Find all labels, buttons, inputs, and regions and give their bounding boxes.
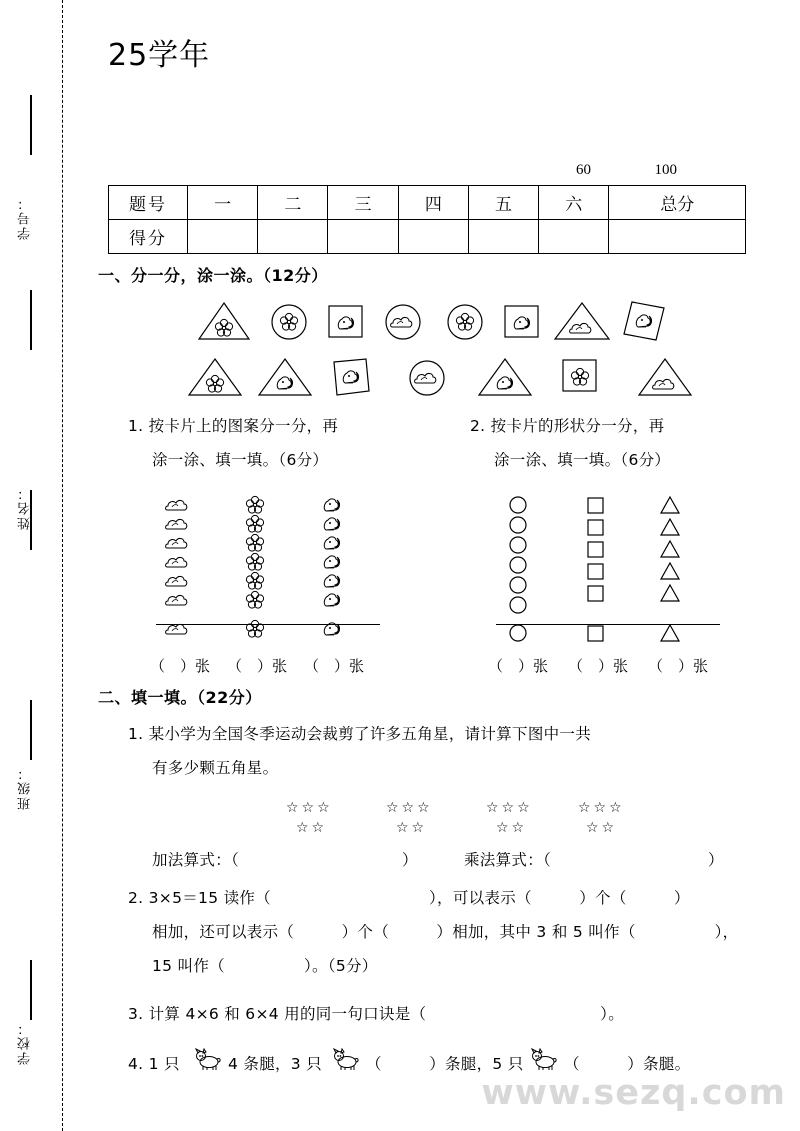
side-label-seat: 学号：	[18, 195, 33, 240]
card-circle-flower-2	[444, 302, 488, 342]
score-top-numbers	[576, 162, 677, 179]
page-title: 25学年	[108, 38, 211, 73]
section2-q1-line1: 1. 某小学为全国冬季运动会裁剪了许多五角星，请计算下图中一共	[128, 725, 592, 743]
score-table-header-5: 五	[468, 186, 538, 220]
section2-q4-mid3[interactable]: （ ）条腿。	[564, 1055, 691, 1073]
side-label-class: 班级：	[18, 765, 33, 810]
card-triangle-cloud	[552, 300, 612, 342]
score-table-row-label: 得分	[109, 220, 188, 254]
table-row-scores	[109, 220, 746, 254]
pictogram-q1-baseline	[156, 624, 380, 625]
section2-q3-line1[interactable]: 3. 计算 4×6 和 6×4 用的同一句口诀是（ ）。	[128, 1005, 624, 1023]
dog-icon-3	[528, 1046, 564, 1076]
section2-q2-line2[interactable]: 相加，还可以表示（ ）个（ ）相加，其中 3 和 5 叫作（ ），	[152, 923, 739, 941]
star-group-4-top: ☆☆☆	[578, 800, 625, 816]
card-triangle-squirrel	[256, 356, 314, 398]
section2-q4-pre: 4. 1 只	[128, 1055, 180, 1073]
card-triangle-flower-2	[186, 356, 244, 398]
q1-col2-count-label[interactable]: （ ）张	[227, 657, 288, 675]
side-tick-2	[30, 290, 32, 350]
score-table-header-4: 四	[398, 186, 468, 220]
score-cell-5[interactable]	[468, 220, 538, 254]
side-tick-5	[30, 960, 32, 1020]
side-label-school: 学校：	[18, 1020, 33, 1065]
multiplication-expression-label[interactable]: 乘法算式：（	[464, 851, 552, 869]
section1-q2-line1: 2. 按卡片的形状分一分，再	[470, 417, 665, 435]
watermark: www.sezq.com	[481, 1073, 786, 1113]
card-square-squirrel-3	[620, 298, 668, 344]
star-group-1-bottom: ☆☆	[296, 820, 328, 836]
card-square-flower	[560, 357, 600, 395]
side-tick-1	[30, 95, 32, 155]
section2-q4-mid2[interactable]: （ ）条腿，5 只	[366, 1055, 524, 1073]
section2-q2-line1[interactable]: 2. 3×5＝15 读作（ ），可以表示（ ）个（ ）	[128, 889, 690, 907]
side-tick-4	[30, 700, 32, 760]
star-group-2-top: ☆☆☆	[386, 800, 433, 816]
score-number-100: 100	[654, 162, 677, 178]
section1-q1-line1: 1. 按卡片上的图案分一分，再	[128, 417, 339, 435]
addition-expression-label[interactable]: 加法算式：（	[152, 851, 240, 869]
score-cell-2[interactable]	[258, 220, 328, 254]
card-circle-flower	[268, 302, 312, 342]
score-table-header-2: 二	[258, 186, 328, 220]
side-label-name: 姓名：	[18, 485, 33, 530]
score-table-header-6: 六	[539, 186, 609, 220]
card-triangle-squirrel-2	[476, 356, 534, 398]
q1-col1-count-label[interactable]: （ ）张	[150, 657, 211, 675]
q2-col1-count-label[interactable]: （ ）张	[488, 657, 549, 675]
score-cell-7[interactable]	[609, 220, 746, 254]
card-circle-cloud	[382, 302, 426, 342]
card-triangle-cloud-2	[636, 356, 694, 398]
star-group-1-top: ☆☆☆	[286, 800, 333, 816]
score-cell-6[interactable]	[539, 220, 609, 254]
section-2-heading: 二、填一填。（22分）	[98, 688, 262, 707]
score-cell-1[interactable]	[188, 220, 258, 254]
q2-col3-count-label[interactable]: （ ）张	[648, 657, 709, 675]
binding-dashed-line	[62, 0, 63, 1131]
score-table-header-1: 一	[188, 186, 258, 220]
addition-expression-close: ）	[402, 851, 418, 869]
section2-q2-line3[interactable]: 15 叫作（ ）。（5分）	[152, 957, 378, 975]
score-number-60: 60	[576, 162, 591, 178]
card-square-squirrel-2	[502, 303, 542, 341]
dog-icon-1	[192, 1046, 228, 1076]
section-1-heading: 一、分一分，涂一涂。（12分）	[98, 266, 328, 285]
star-group-2-bottom: ☆☆	[396, 820, 428, 836]
section1-q1-line2: 涂一涂、填一填。（6分）	[152, 451, 329, 469]
card-square-squirrel-4	[326, 356, 372, 398]
table-row-headers	[109, 186, 746, 220]
q1-col3-count-label[interactable]: （ ）张	[304, 657, 365, 675]
star-group-3-top: ☆☆☆	[486, 800, 533, 816]
score-table-header-7: 总分	[609, 186, 746, 220]
star-group-3-bottom: ☆☆	[496, 820, 528, 836]
section2-q4-mid1: 4 条腿，3 只	[228, 1055, 322, 1073]
pictogram-q2-baseline	[496, 624, 720, 625]
star-group-4-bottom: ☆☆	[586, 820, 618, 836]
card-circle-cloud-2	[406, 358, 450, 398]
score-cell-4[interactable]	[398, 220, 468, 254]
score-cell-3[interactable]	[328, 220, 398, 254]
score-table-header-3: 三	[328, 186, 398, 220]
score-table-header-0: 题号	[109, 186, 188, 220]
q2-col2-count-label[interactable]: （ ）张	[568, 657, 629, 675]
card-triangle-flower	[196, 300, 252, 342]
multiplication-expression-close: ）	[708, 851, 724, 869]
card-square-squirrel	[326, 303, 366, 341]
section2-q1-line2: 有多少颗五角星。	[152, 759, 279, 777]
section1-q2-line2: 涂一涂、填一填。（6分）	[494, 451, 671, 469]
pictogram-q2	[490, 495, 720, 640]
pictogram-q1	[150, 495, 380, 640]
dog-icon-2	[330, 1046, 366, 1076]
score-table	[108, 185, 746, 254]
